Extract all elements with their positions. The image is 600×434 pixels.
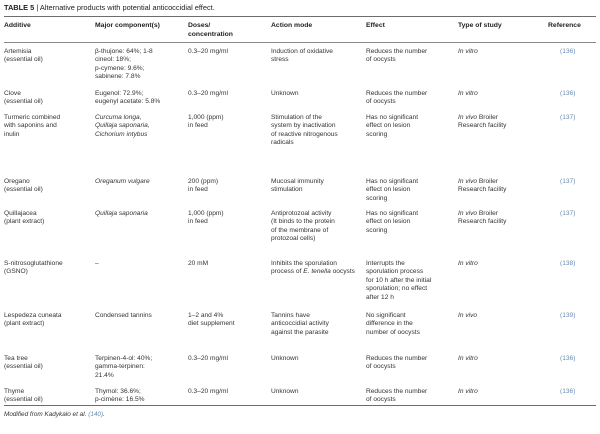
action-line: against the parasite: [271, 328, 329, 336]
major-component-line: –: [95, 260, 99, 267]
effect-line: of oocysts: [366, 56, 396, 64]
study-type-cell: [458, 114, 546, 131]
additive-cell: [4, 355, 92, 372]
additive-line: Tea tree: [4, 355, 28, 362]
major-component-cell: [95, 312, 185, 320]
header-reference: Reference: [548, 22, 581, 29]
additive-cell: [4, 90, 92, 107]
action-species: E. tenella: [303, 268, 331, 276]
footnote-reference-link[interactable]: (140): [88, 411, 104, 418]
footnote-text: Modified from Kadykalo et al.: [4, 411, 89, 418]
study-type-italic: In vivo: [458, 114, 478, 121]
action-line: Stimulation of the: [271, 114, 322, 121]
reference-cell: [560, 114, 592, 122]
action-line: anticoccidial activity: [271, 320, 329, 328]
additive-cell: [4, 388, 92, 405]
reference-cell: [560, 260, 592, 268]
table-label: TABLE 5: [4, 3, 35, 12]
action-line: Inhibits the sporulation: [271, 260, 337, 267]
additive-line: (essential oil): [4, 56, 43, 64]
additive-line: Turmeric combined: [4, 114, 61, 121]
action-line: Unknown: [271, 388, 299, 395]
action-line: system by inactivation: [271, 122, 336, 130]
dose-line: 1,000 (ppm): [188, 114, 224, 121]
effect-cell: [366, 178, 456, 203]
study-type-cell: [458, 312, 546, 320]
study-type-line: Research facility: [458, 218, 507, 226]
action-line: radicals: [271, 139, 294, 147]
additive-cell: [4, 114, 92, 139]
dose-line: in feed: [188, 218, 208, 226]
reference-link[interactable]: (137): [560, 210, 576, 217]
additive-cell: [4, 48, 92, 65]
effect-line: Has no significant: [366, 114, 419, 121]
additive-line: Oregano: [4, 178, 30, 185]
major-component-line: Terpinen-4-ol: 40%;: [95, 355, 153, 362]
table-footnote: [4, 411, 105, 418]
effect-cell: [366, 90, 456, 107]
reference-link[interactable]: (137): [560, 114, 576, 121]
additive-cell: [4, 210, 92, 227]
effect-line: scoring: [366, 194, 388, 202]
study-type-italic: In vivo: [458, 210, 478, 217]
reference-cell: [560, 388, 592, 396]
dose-line: 0.3–20 mg/ml: [188, 355, 228, 362]
additive-line: (essential oil): [4, 363, 43, 371]
study-type-cell: [458, 178, 546, 195]
major-component-cell: [95, 114, 185, 139]
action-line: Unknown: [271, 355, 299, 362]
major-component-line: Thymol: 36.6%;: [95, 388, 141, 395]
action-mode-cell: [271, 90, 363, 98]
additive-line: (essential oil): [4, 186, 43, 194]
effect-line: number of oocysts: [366, 328, 420, 336]
additive-line: (essential oil): [4, 396, 43, 404]
reference-cell: [560, 90, 592, 98]
study-type-italic: In vitro: [458, 260, 478, 267]
study-type-italic: In vitro: [458, 388, 478, 395]
major-component-line: p-cymene: 9.6%;: [95, 64, 145, 72]
action-line: Induction of oxidative: [271, 48, 333, 55]
action-line: of reactive nitrogenous: [271, 130, 338, 138]
dose-cell: [188, 114, 268, 131]
additive-line: inulin: [4, 130, 20, 138]
effect-line: No significant: [366, 312, 406, 319]
header-major-components: Major component(s): [95, 22, 160, 29]
additive-line: Quillajacea: [4, 210, 37, 217]
effect-cell: [366, 114, 456, 139]
effect-line: Reduces the number: [366, 388, 428, 395]
reference-link[interactable]: (136): [560, 48, 576, 55]
dose-line: 0.3–20 mg/ml: [188, 90, 228, 97]
dose-line: in feed: [188, 122, 208, 130]
effect-line: scoring: [366, 226, 388, 234]
reference-cell: [560, 210, 592, 218]
action-line: stress: [271, 56, 289, 64]
study-type-cell: [458, 48, 546, 56]
dose-line: diet supplement: [188, 320, 235, 328]
study-type-italic: In vivo: [458, 178, 478, 185]
reference-link[interactable]: (139): [560, 312, 576, 319]
additive-cell: [4, 312, 92, 329]
table-caption: [4, 3, 596, 13]
major-component-cell: [95, 210, 185, 218]
additive-line: Thyme: [4, 388, 25, 395]
additive-line: (GSNO): [4, 268, 28, 276]
effect-line: Reduces the number: [366, 355, 428, 362]
header-effect: Effect: [366, 22, 385, 29]
major-component-line: Cichorium intybus: [95, 130, 148, 138]
major-component-line: p-cimène: 16.5%: [95, 396, 145, 404]
effect-line: Has no significant: [366, 178, 419, 185]
effect-cell: [366, 48, 456, 65]
action-line: process of: [271, 268, 304, 276]
action-mode-cell: [271, 48, 363, 65]
dose-cell: [188, 312, 268, 329]
action-line: oocysts: [330, 268, 355, 276]
dose-line: 0.3–20 mg/ml: [188, 48, 228, 55]
effect-line: for 10 h after the initial: [366, 276, 432, 284]
dose-cell: [188, 48, 268, 56]
major-component-line: eugenyl acetate: 5.8%: [95, 98, 161, 106]
dose-cell: [188, 260, 268, 268]
dose-line: 1–2 and 4%: [188, 312, 224, 319]
header-doses: Doses/ concentration: [188, 22, 233, 38]
major-component-line: sabinene: 7.8%: [95, 73, 141, 81]
dose-cell: [188, 178, 268, 195]
action-mode-cell: [271, 388, 363, 396]
reference-link[interactable]: (137): [560, 178, 576, 185]
effect-line: effect on lesion: [366, 218, 411, 226]
study-type-line: Broiler: [477, 178, 498, 185]
study-type-line: Broiler: [477, 210, 498, 217]
dose-cell: [188, 90, 268, 98]
major-component-cell: [95, 260, 185, 268]
dose-cell: [188, 210, 268, 227]
effect-line: Has no significant: [366, 210, 419, 217]
major-component-cell: [95, 90, 185, 107]
major-component-line: 21.4%: [95, 371, 114, 379]
reference-cell: [560, 312, 592, 320]
study-type-cell: [458, 388, 546, 396]
dose-line: 200 (ppm): [188, 178, 219, 185]
dose-cell: [188, 388, 268, 396]
study-type-italic: In vitro: [458, 48, 478, 55]
effect-line: scoring: [366, 130, 388, 138]
additive-line: Artemisia: [4, 48, 32, 55]
action-mode-cell: [271, 355, 363, 363]
study-type-cell: [458, 90, 546, 98]
dose-cell: [188, 355, 268, 363]
effect-line: sporulation process: [366, 268, 424, 276]
major-component-cell: [95, 178, 185, 186]
action-mode-cell: [271, 210, 363, 244]
effect-cell: [366, 355, 456, 372]
effect-line: effect on lesion: [366, 122, 411, 130]
major-component-line: gamma-terpinen:: [95, 363, 145, 371]
action-line: stimulation: [271, 186, 303, 194]
header-action-mode: Action mode: [271, 22, 313, 29]
dose-line: 20 mM: [188, 260, 209, 267]
effect-cell: [366, 260, 456, 302]
additive-line: Lespedeza cuneata: [4, 312, 62, 319]
reference-link[interactable]: (136): [560, 90, 576, 97]
effect-line: Reduces the number: [366, 90, 428, 97]
action-line: Unknown: [271, 90, 299, 97]
major-component-line: Curcuma longa,: [95, 114, 142, 121]
table-bottom-rule: [4, 405, 596, 406]
dose-line: in feed: [188, 186, 208, 194]
action-line: of the membrane of: [271, 226, 329, 234]
dose-line: 1,000 (ppm): [188, 210, 224, 217]
major-component-line: Condensed tannins: [95, 312, 152, 319]
additive-line: (essential oil): [4, 98, 43, 106]
major-component-line: cineol: 18%;: [95, 56, 131, 64]
footnote-period: .: [103, 411, 105, 418]
major-component-cell: [95, 48, 185, 82]
additive-cell: [4, 178, 92, 195]
major-component-line: Eugenol: 72.9%;: [95, 90, 144, 97]
additive-cell: [4, 260, 92, 277]
reference-link[interactable]: (136): [560, 355, 576, 362]
reference-cell: [560, 178, 592, 186]
effect-line: effect on lesion: [366, 186, 411, 194]
effect-line: of oocysts: [366, 396, 396, 404]
action-line: Mucosal immunity: [271, 178, 324, 185]
action-line: (It binds to the protein: [271, 218, 335, 226]
caption-text: Alternative products with potential anticoccidial effect.: [39, 3, 215, 12]
additive-line: Clove: [4, 90, 21, 97]
effect-line: Interrupts the: [366, 260, 405, 267]
action-mode-cell: [271, 178, 363, 195]
action-line: Tannins have: [271, 312, 310, 319]
effect-line: difference in the: [366, 320, 413, 328]
action-mode-cell: [271, 312, 363, 337]
study-type-cell: [458, 355, 546, 363]
effect-cell: [366, 312, 456, 337]
study-type-italic: In vitro: [458, 90, 478, 97]
study-type-line: Research facility: [458, 122, 507, 130]
major-component-line: Oreganum vulgare: [95, 178, 150, 185]
action-line: protozoal cells): [271, 235, 316, 243]
study-type-italic: In vivo: [458, 312, 478, 319]
reference-cell: [560, 48, 592, 56]
effect-line: Reduces the number: [366, 48, 428, 55]
action-line: Antiprotozoal activity: [271, 210, 332, 217]
major-component-cell: [95, 388, 185, 405]
action-mode-cell: [271, 260, 363, 277]
reference-link[interactable]: (138): [560, 260, 576, 267]
additive-line: S-nitrosoglutathione: [4, 260, 63, 267]
effect-line: after 12 h: [366, 293, 394, 301]
header-type-of-study: Type of study: [458, 22, 502, 29]
major-component-cell: [95, 355, 185, 380]
table-header-rule: [4, 42, 596, 43]
effect-line: sporulation; no effect: [366, 285, 428, 293]
effect-line: of oocysts: [366, 98, 396, 106]
effect-cell: [366, 388, 456, 405]
table-top-rule: [4, 16, 596, 17]
study-type-cell: [458, 210, 546, 227]
major-component-line: Quillaja saponaria,: [95, 122, 150, 130]
study-type-cell: [458, 260, 546, 268]
reference-link[interactable]: (136): [560, 388, 576, 395]
additive-line: with saponins and: [4, 122, 57, 130]
additive-line: (plant extract): [4, 320, 45, 328]
caption-separator: |: [36, 3, 40, 12]
reference-cell: [560, 355, 592, 363]
study-type-line: Research facility: [458, 186, 507, 194]
study-type-line: Broiler: [477, 114, 498, 121]
study-type-italic: In vitro: [458, 355, 478, 362]
effect-cell: [366, 210, 456, 235]
dose-line: 0.3–20 mg/ml: [188, 388, 228, 395]
effect-line: of oocysts: [366, 363, 396, 371]
additive-line: (plant extract): [4, 218, 45, 226]
major-component-line: Quillaja saponaria: [95, 210, 148, 217]
major-component-line: β-thujone: 64%; 1-8: [95, 48, 153, 55]
action-mode-cell: [271, 114, 363, 148]
header-additive: Additive: [4, 22, 31, 29]
